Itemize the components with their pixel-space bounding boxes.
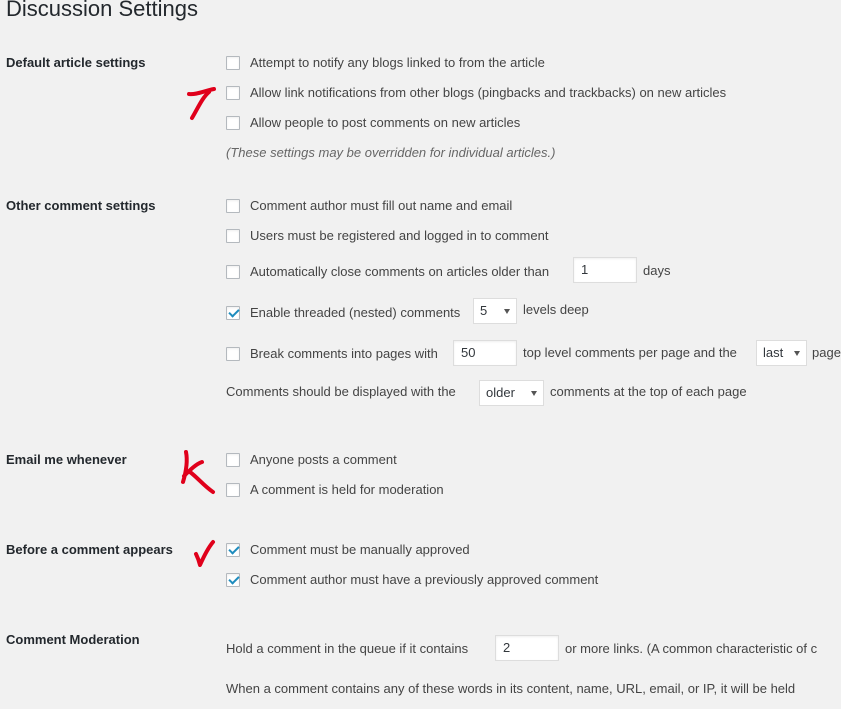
checkbox-anyone-posts[interactable] — [226, 453, 240, 467]
label-previously-approved: Comment author must have a previously approved comment — [250, 572, 599, 587]
checkbox-paged[interactable] — [226, 347, 240, 361]
checkbox-auto-close[interactable] — [226, 265, 240, 279]
comment-order-select[interactable] — [479, 380, 544, 406]
label-levels-deep: levels deep — [523, 302, 589, 317]
checkbox-allow-comments[interactable] — [226, 116, 240, 130]
label-page: page — [812, 345, 841, 360]
label-manually-approved: Comment must be manually approved — [250, 542, 470, 557]
label-moderation-words: When a comment contains any of these words in its content, name, URL, email, or IP, it will be held — [226, 681, 796, 696]
auto-close-days-input[interactable]: 1 — [573, 257, 637, 283]
chevron-down-icon — [531, 391, 537, 396]
section-heading-other-comment: Other comment settings — [6, 198, 156, 213]
threaded-depth-select[interactable] — [473, 298, 517, 324]
label-registered: Users must be registered and logged in to comment — [250, 228, 549, 243]
checkbox-notify-blogs[interactable] — [226, 56, 240, 70]
comments-per-page-input[interactable]: 50 — [453, 340, 517, 366]
check-mark-icon — [194, 540, 216, 568]
label-order-prefix: Comments should be displayed with the — [226, 384, 456, 399]
section-heading-moderation: Comment Moderation — [6, 632, 140, 647]
checkbox-pingbacks[interactable] — [226, 86, 240, 100]
override-note: (These settings may be overridden for individual articles.) — [226, 145, 556, 160]
page-title: Discussion Settings — [6, 0, 198, 21]
section-heading-default-article: Default article settings — [6, 55, 146, 70]
label-pingbacks: Allow link notifications from other blogs (pingbacks and trackbacks) on new articles — [250, 85, 727, 100]
chevron-down-icon — [504, 309, 510, 314]
cross-mark-icon — [180, 446, 216, 496]
label-order-suffix: comments at the top of each page — [550, 384, 747, 399]
checkbox-registered[interactable] — [226, 229, 240, 243]
label-per-page: top level comments per page and the — [523, 345, 737, 360]
cross-mark-icon — [186, 86, 220, 120]
default-page-select[interactable] — [756, 340, 807, 366]
section-heading-email-me: Email me whenever — [6, 452, 127, 467]
label-paged: Break comments into pages with — [250, 346, 438, 361]
label-hold-suffix: or more links. (A common characteristic of c — [565, 641, 818, 656]
label-held-moderation: A comment is held for moderation — [250, 482, 444, 497]
default-page-value: last — [763, 345, 784, 360]
checkbox-held-moderation[interactable] — [226, 483, 240, 497]
label-auto-close: Automatically close comments on articles older than — [250, 264, 550, 279]
hold-links-input[interactable]: 2 — [495, 635, 559, 661]
checkbox-threaded[interactable] — [226, 306, 240, 320]
checkbox-manually-approved[interactable] — [226, 543, 240, 557]
comment-order-value: older — [486, 385, 515, 400]
label-name-email: Comment author must fill out name and email — [250, 198, 513, 213]
threaded-depth-value: 5 — [480, 303, 488, 318]
label-allow-comments: Allow people to post comments on new articles — [250, 115, 521, 130]
label-anyone-posts: Anyone posts a comment — [250, 452, 397, 467]
label-hold-prefix: Hold a comment in the queue if it contains — [226, 641, 469, 656]
checkbox-name-email[interactable] — [226, 199, 240, 213]
label-threaded: Enable threaded (nested) comments — [250, 305, 461, 320]
chevron-down-icon — [794, 351, 800, 356]
label-notify-blogs: Attempt to notify any blogs linked to from the article — [250, 55, 545, 70]
checkbox-previously-approved[interactable] — [226, 573, 240, 587]
section-heading-before-appears: Before a comment appears — [6, 542, 173, 557]
label-days: days — [643, 263, 671, 278]
